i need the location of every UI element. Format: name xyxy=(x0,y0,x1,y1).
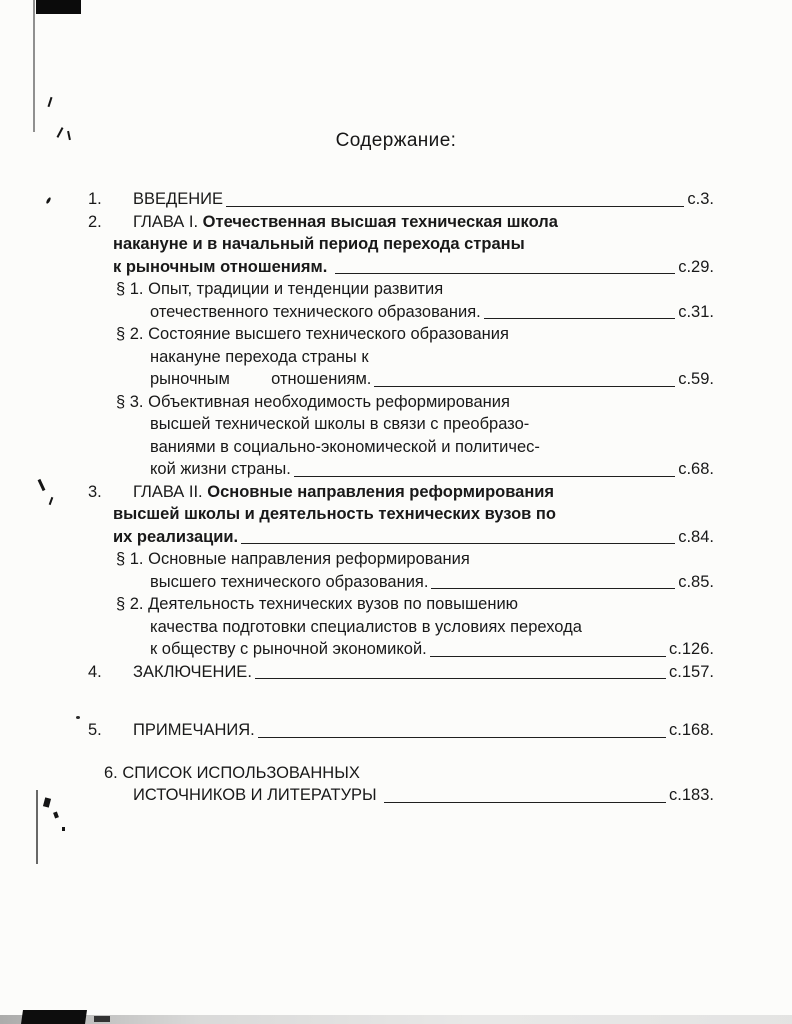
toc-row-number: 2. xyxy=(88,212,102,231)
toc-row-text: ВВЕДЕНИЕ xyxy=(133,190,223,208)
toc-row xyxy=(88,413,714,436)
toc-row xyxy=(88,436,714,459)
leader-line xyxy=(430,656,666,657)
leader-line xyxy=(335,273,675,274)
toc-row xyxy=(88,571,714,594)
scan-artifact xyxy=(45,197,51,205)
toc-row-text: § 2. Состояние высшего технического образования xyxy=(116,325,509,343)
toc-row-text: отечественного технического образования. xyxy=(150,302,481,321)
toc-row-text: высшей технической школы в связи с преобразо- xyxy=(150,415,530,433)
toc-row-page: с.126. xyxy=(669,640,714,658)
scan-artifact xyxy=(62,827,65,831)
toc-row xyxy=(88,503,714,526)
toc-row xyxy=(88,188,714,211)
toc-row-text: ПРИМЕЧАНИЯ. xyxy=(133,721,255,739)
toc-row-page: с.183. xyxy=(669,786,714,804)
toc-row xyxy=(88,661,714,684)
toc-row-text-bold: накануне и в начальный период перехода страны xyxy=(113,235,525,253)
toc-row-page: с.157. xyxy=(669,662,714,681)
scan-artifact xyxy=(53,811,59,818)
toc-row-text: к обществу с рыночной экономикой. xyxy=(150,640,427,658)
scan-artifact-black-bar xyxy=(36,0,81,14)
leader-line xyxy=(255,678,666,679)
toc-row-text: рыночным отношениям. xyxy=(150,370,372,388)
scan-artifact xyxy=(48,97,53,107)
toc-row-text: накануне перехода страны к xyxy=(150,347,369,366)
toc-row-number: 1. xyxy=(88,190,102,208)
leader-line xyxy=(374,386,675,387)
toc-row-text: кой жизни страны. xyxy=(150,460,291,478)
toc-row-text: § 1. Основные направления реформирования xyxy=(116,550,470,568)
toc-row xyxy=(88,256,714,279)
page-title: Содержание: xyxy=(335,130,457,151)
toc-row xyxy=(88,211,714,234)
leader-line xyxy=(484,318,676,319)
toc-row-page: с.3. xyxy=(687,190,714,208)
toc-row xyxy=(88,784,714,807)
scan-artifact-bottom-smudge xyxy=(0,1015,792,1024)
toc-row xyxy=(88,368,714,391)
toc-row xyxy=(88,548,714,571)
scan-artifact xyxy=(21,1010,87,1024)
toc-row-text-bold: Основные направления реформирования xyxy=(207,482,555,501)
scan-artifact-dot xyxy=(76,716,80,719)
toc-row xyxy=(88,278,714,301)
toc-row xyxy=(88,638,714,661)
toc-row-text: качества подготовки специалистов в условиях перехода xyxy=(150,617,582,636)
toc-row-text: высшего технического образования. xyxy=(150,572,429,591)
leader-line xyxy=(226,206,684,207)
leader-line xyxy=(294,476,675,477)
scan-artifact-line xyxy=(33,0,35,132)
toc-row-page: с.59. xyxy=(678,370,714,388)
toc-row-number: 5. xyxy=(88,721,102,739)
toc-row xyxy=(88,593,714,616)
toc-row-number: 3. xyxy=(88,482,102,501)
leader-line xyxy=(384,802,666,803)
toc-row xyxy=(88,616,714,639)
toc-row-text: § 2. Деятельность технических вузов по повышению xyxy=(116,595,519,613)
toc-row-text: ваниями в социально-экономической и политичес- xyxy=(150,437,540,456)
toc-row-text-bold: их реализации. xyxy=(113,527,239,546)
toc-row-page: с.68. xyxy=(678,460,714,478)
scan-artifact xyxy=(43,797,51,807)
leader-line xyxy=(431,588,675,589)
toc-row xyxy=(88,301,714,324)
toc-row xyxy=(88,481,714,504)
toc-row-text: ГЛАВА II. xyxy=(133,482,208,501)
toc-row-text-bold: высшей школы и деятельность технических вузов по xyxy=(113,505,556,523)
toc-row-page: с.168. xyxy=(669,721,714,739)
toc-row-text-bold: Отечественная высшая техническая школа xyxy=(202,212,558,231)
toc-row-text: ГЛАВА I. xyxy=(133,212,203,231)
toc-row-page: с.31. xyxy=(678,302,714,321)
toc-row-text: § 1. Опыт, традиции и тенденции развития xyxy=(116,280,444,298)
toc-row xyxy=(88,719,714,742)
toc-row-text: § 3. Объективная необходимость реформирования xyxy=(116,392,510,411)
scan-artifact xyxy=(38,479,46,491)
table-of-contents xyxy=(88,188,714,807)
scan-artifact xyxy=(94,1016,110,1022)
toc-row xyxy=(88,458,714,481)
toc-row xyxy=(88,391,714,414)
toc-row-page: с.85. xyxy=(678,572,714,591)
toc-row-text: ЗАКЛЮЧЕНИЕ. xyxy=(133,662,252,681)
toc-row xyxy=(88,323,714,346)
toc-row-text: 6. СПИСОК ИСПОЛЬЗОВАННЫХ xyxy=(104,763,360,782)
scan-artifact xyxy=(49,497,54,505)
toc-row-page: с.29. xyxy=(678,257,714,276)
toc-row-text-bold: к рыночным отношениям. xyxy=(113,257,332,276)
leader-line xyxy=(241,543,675,544)
leader-line xyxy=(258,737,666,738)
toc-row xyxy=(88,762,714,785)
toc-row xyxy=(88,346,714,369)
toc-row xyxy=(88,233,714,256)
scan-artifact-line xyxy=(36,790,38,864)
toc-row-number: 4. xyxy=(88,662,102,681)
toc-row-text: ИСТОЧНИКОВ И ЛИТЕРАТУРЫ xyxy=(133,786,382,804)
toc-row-page: с.84. xyxy=(678,527,714,546)
toc-row xyxy=(88,526,714,549)
